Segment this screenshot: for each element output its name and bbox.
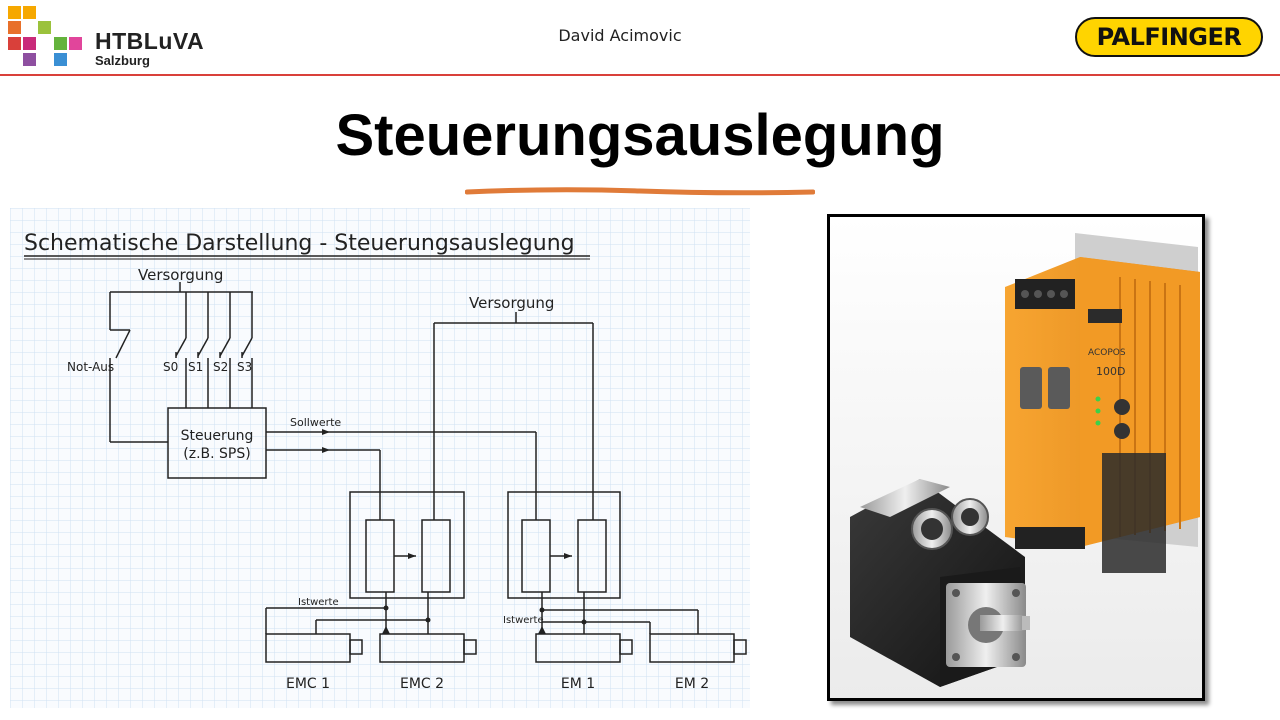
switch-label-s1: S1 (188, 360, 204, 374)
switch-label-s3: S3 (237, 360, 253, 374)
drive-brand-label: ACOPOS (1088, 348, 1126, 358)
schematic-heading: Schematische Darstellung - Steuerungsauslegung (24, 231, 575, 256)
slide-header (0, 0, 1280, 76)
emergency-stop-label: Not-Aus (67, 360, 115, 374)
motor-label-emc1: EMC 1 (285, 676, 331, 692)
slide-title: Steuerungsauslegung (335, 103, 945, 168)
school-city: Salzburg (95, 53, 150, 68)
palfinger-logo (1075, 17, 1263, 57)
logo-square (54, 53, 67, 66)
switch-label-s0: S0 (163, 360, 179, 374)
logo-square (54, 37, 67, 50)
logo-square (8, 21, 21, 34)
logo-square (8, 37, 21, 50)
controller-example: (z.B. SPS) (183, 446, 251, 462)
motor-label-em1: EM 1 (560, 676, 596, 692)
drive-model-label: 100D (1096, 365, 1126, 378)
logo-square (69, 37, 82, 50)
logo-square (38, 21, 51, 34)
author-name: David Acimovic (558, 26, 682, 45)
setpoints-label: Sollwerte (290, 416, 342, 429)
motor-label-em2: EM 2 (674, 676, 710, 692)
servo-drive-photo (827, 214, 1205, 701)
logo-square (8, 6, 21, 19)
school-name: HTBLuVA (95, 28, 205, 54)
actual-values-label-right: Istwerte (503, 615, 544, 626)
title-underline (465, 186, 815, 198)
servo-drive-illustration (830, 217, 1202, 698)
motor-label-emc2: EMC 2 (399, 676, 445, 692)
logo-square (23, 53, 36, 66)
brand-text: PALFINGER (1096, 23, 1242, 51)
supply-label-left: Versorgung (138, 266, 224, 284)
control-schematic (10, 208, 750, 708)
actual-values-label-left: Istwerte (298, 597, 339, 608)
switch-label-s2: S2 (213, 360, 229, 374)
header-divider (0, 74, 1280, 76)
controller-label: Steuerung (180, 428, 254, 444)
supply-label-right: Versorgung (469, 294, 555, 312)
logo-square (23, 6, 36, 19)
logo-square (23, 37, 36, 50)
